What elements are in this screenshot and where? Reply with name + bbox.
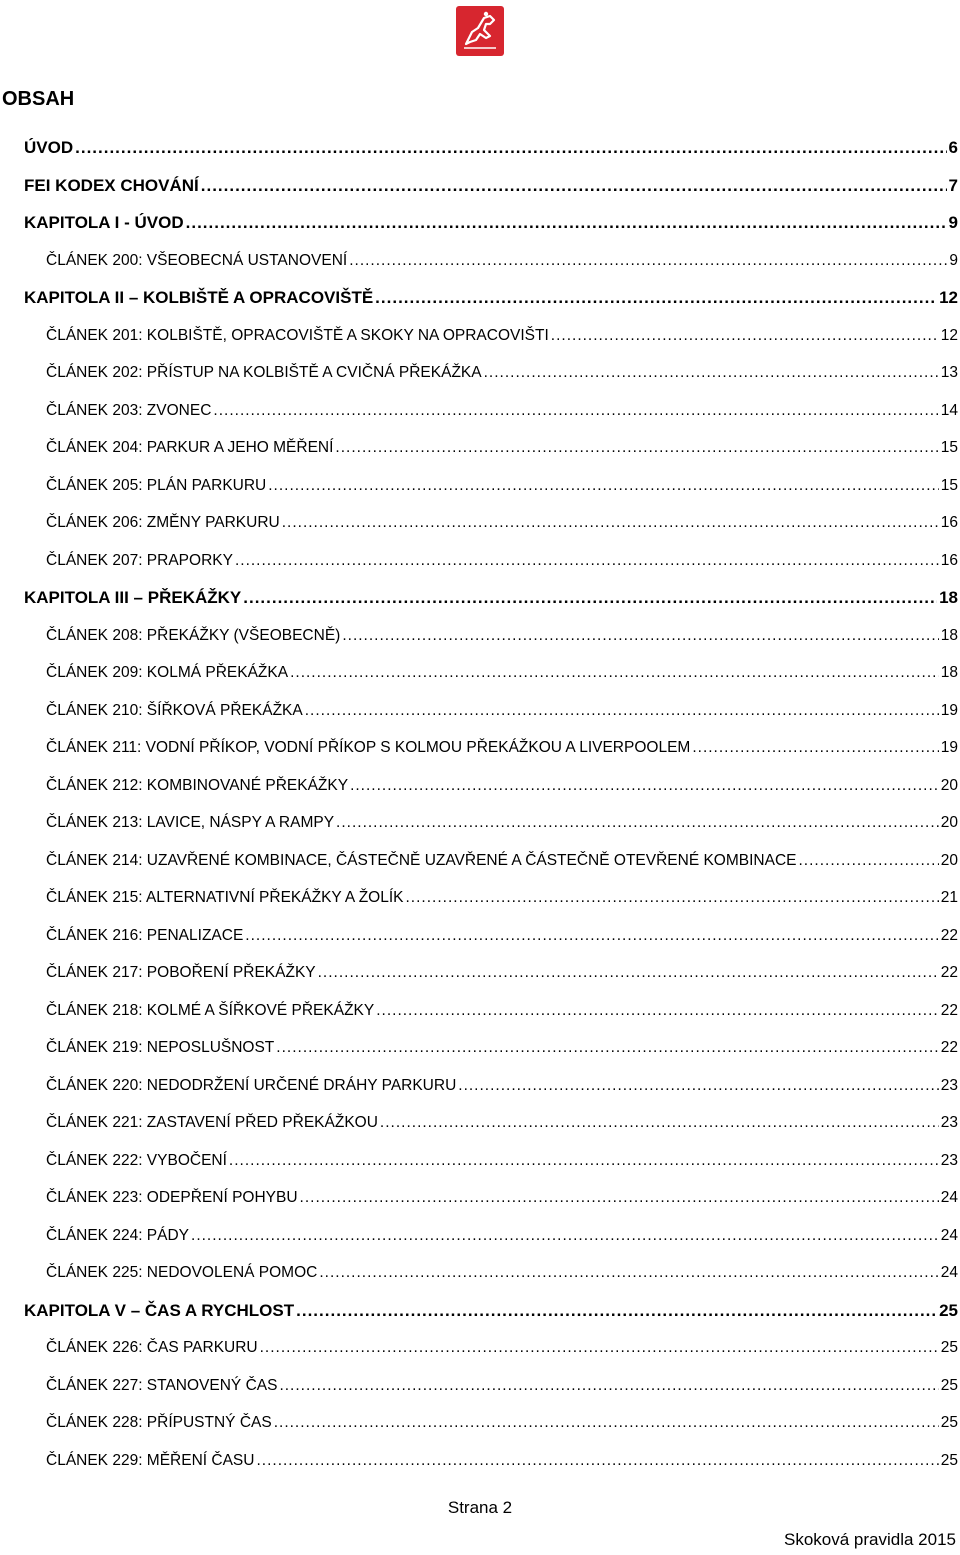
toc-article-entry[interactable] (24, 1224, 958, 1248)
toc-article-entry[interactable] (24, 811, 958, 835)
toc-entry-page-number: 18 (940, 664, 958, 681)
toc-entry-page-number: 19 (940, 701, 958, 719)
toc-entry-title: ČLÁNEK 216: PENALIZACE (46, 926, 244, 944)
toc-dot-leader (276, 1036, 938, 1060)
toc-dot-leader (229, 1149, 939, 1173)
toc-entry-page-number: 13 (940, 364, 958, 381)
toc-article-entry[interactable] (24, 1374, 958, 1398)
toc-article-entry[interactable] (24, 774, 958, 798)
toc-entry-title: ČLÁNEK 220: NEDODRŽENÍ URČENÉ DRÁHY PARKURU (46, 1076, 457, 1094)
toc-entry-page-number: 21 (940, 889, 958, 906)
toc-entry-page-number: 23 (940, 1076, 958, 1094)
toc-entry-title: ČLÁNEK 217: POBOŘENÍ PŘEKÁŽKY (46, 964, 316, 981)
toc-entry-title: ČLÁNEK 209: KOLMÁ PŘEKÁŽKA (46, 664, 289, 681)
footer-page-number: Strana 2 (447, 1498, 513, 1517)
toc-article-entry[interactable] (24, 961, 958, 985)
toc-entry-title: ČLÁNEK 205: PLÁN PARKURU (46, 476, 267, 494)
toc-entry-title: ÚVOD (24, 138, 74, 157)
toc-entry-page-number: 6 (948, 138, 958, 157)
toc-dot-leader (336, 811, 939, 835)
toc-entry-title: ČLÁNEK 226: ČAS PARKURU (46, 1339, 258, 1356)
toc-entry-page-number: 7 (948, 175, 958, 195)
toc-dot-leader (290, 661, 939, 685)
toc-article-entry[interactable] (24, 849, 958, 873)
toc-dot-leader (75, 136, 946, 160)
toc-article-entry[interactable] (24, 999, 958, 1023)
toc-dot-leader (551, 324, 939, 348)
toc-dot-leader (342, 624, 938, 648)
toc-dot-leader (279, 1374, 938, 1398)
toc-entry-title: KAPITOLA I - ÚVOD (24, 213, 184, 232)
toc-entry-page-number: 22 (940, 1039, 958, 1056)
toc-article-entry[interactable] (24, 549, 958, 573)
toc-article-entry[interactable] (24, 324, 958, 348)
toc-article-entry[interactable] (24, 361, 958, 385)
toc-entry-page-number: 12 (940, 326, 958, 344)
toc-article-entry[interactable] (24, 699, 958, 723)
toc-article-entry[interactable] (24, 436, 958, 460)
toc-entry-page-number: 15 (940, 476, 958, 494)
toc-entry-title: ČLÁNEK 214: UZAVŘENÉ KOMBINACE, ČÁSTEČNĚ UZAVŘENÉ A ČÁSTEČNĚ OTEVŘENÉ KOMBINACE (46, 851, 797, 869)
toc-article-entry[interactable] (24, 511, 958, 535)
toc-entry-page-number: 25 (940, 1339, 958, 1356)
toc-entry-page-number: 22 (940, 964, 958, 981)
toc-article-entry[interactable] (24, 1036, 958, 1060)
toc-entry-title: ČLÁNEK 203: ZVONEC (46, 401, 212, 419)
toc-dot-leader (213, 399, 938, 423)
toc-dot-leader (235, 549, 939, 573)
toc-entry-title: ČLÁNEK 218: KOLMÉ A ŠÍŘKOVÉ PŘEKÁŽKY (46, 1001, 375, 1019)
toc-chapter-entry[interactable] (24, 211, 958, 235)
toc-entry-page-number: 24 (940, 1189, 958, 1206)
toc-entry-title: ČLÁNEK 215: ALTERNATIVNÍ PŘEKÁŽKY A ŽOLÍK (46, 889, 404, 906)
toc-entry-title: ČLÁNEK 224: PÁDY (46, 1226, 190, 1244)
toc-dot-leader (243, 586, 937, 610)
toc-chapter-entry[interactable] (24, 1299, 958, 1323)
toc-entry-title: KAPITOLA II – KOLBIŠTĚ A OPRACOVIŠTĚ (24, 288, 374, 307)
toc-entry-page-number: 19 (940, 739, 958, 756)
toc-dot-leader (305, 699, 939, 723)
toc-dot-leader (375, 286, 937, 310)
toc-dot-leader (335, 436, 938, 460)
toc-article-entry[interactable] (24, 1111, 958, 1135)
toc-article-entry[interactable] (24, 399, 958, 423)
toc-entry-page-number: 25 (940, 1376, 958, 1394)
toc-dot-leader (380, 1111, 939, 1135)
toc-dot-leader (274, 1411, 939, 1435)
toc-entry-title: ČLÁNEK 208: PŘEKÁŽKY (VŠEOBECNĚ) (46, 626, 341, 644)
toc-entry-title: ČLÁNEK 200: VŠEOBECNÁ USTANOVENÍ (46, 251, 348, 269)
toc-article-entry[interactable] (24, 1074, 958, 1098)
toc-dot-leader (282, 511, 939, 535)
toc-entry-page-number: 23 (940, 1151, 958, 1169)
toc-entry-title: ČLÁNEK 202: PŘÍSTUP NA KOLBIŠTĚ A CVIČNÁ PŘEKÁŽKA (46, 364, 482, 381)
toc-entry-title: FEI KODEX CHOVÁNÍ (24, 175, 199, 195)
toc-entry-title: ČLÁNEK 227: STANOVENÝ ČAS (46, 1376, 278, 1394)
toc-article-entry[interactable] (24, 1261, 958, 1285)
toc-article-entry[interactable] (24, 1149, 958, 1173)
toc-dot-leader (349, 249, 947, 273)
page-title: OBSAH (2, 88, 75, 110)
toc-entry-page-number: 20 (940, 776, 958, 794)
toc-entry-title: ČLÁNEK 213: LAVICE, NÁSPY A RAMPY (46, 814, 335, 831)
toc-entry-title: ČLÁNEK 206: ZMĚNY PARKURU (46, 514, 280, 531)
toc-dot-leader (191, 1224, 939, 1248)
toc-dot-leader (692, 736, 938, 760)
toc-entry-title: ČLÁNEK 225: NEDOVOLENÁ POMOC (46, 1264, 318, 1281)
toc-entry-title: KAPITOLA V – ČAS A RYCHLOST (24, 1300, 295, 1320)
toc-entry-page-number: 20 (940, 814, 958, 831)
toc-entry-page-number: 20 (940, 851, 958, 869)
toc-dot-leader (186, 211, 947, 235)
toc-dot-leader (376, 999, 939, 1023)
toc-entry-page-number: 14 (940, 401, 958, 419)
toc-dot-leader (318, 961, 939, 985)
toc-article-entry[interactable] (24, 661, 958, 685)
toc-entry-page-number: 25 (939, 1300, 958, 1320)
toc-entry-title: ČLÁNEK 211: VODNÍ PŘÍKOP, VODNÍ PŘÍKOP S KOLMOU PŘEKÁŽKOU A LIVERPOOLEM (46, 739, 691, 756)
toc-chapter-entry[interactable] (24, 286, 958, 310)
toc-chapter-entry[interactable] (24, 174, 958, 198)
toc-chapter-entry[interactable] (24, 136, 958, 160)
toc-article-entry[interactable] (24, 1411, 958, 1435)
toc-entry-title: ČLÁNEK 221: ZASTAVENÍ PŘED PŘEKÁŽKOU (46, 1114, 378, 1131)
toc-dot-leader (245, 924, 938, 948)
toc-article-entry[interactable] (24, 474, 958, 498)
toc-entry-page-number: 25 (940, 1414, 958, 1431)
toc-entry-page-number: 22 (940, 1001, 958, 1019)
toc-entry-page-number: 24 (940, 1226, 958, 1244)
toc-dot-leader (458, 1074, 938, 1098)
toc-dot-leader (260, 1336, 939, 1360)
toc-dot-leader (256, 1449, 938, 1473)
toc-article-entry[interactable] (24, 736, 958, 760)
toc-dot-leader (406, 886, 939, 910)
toc-entry-title: ČLÁNEK 212: KOMBINOVANÉ PŘEKÁŽKY (46, 776, 349, 794)
toc-dot-leader (319, 1261, 938, 1285)
toc-entry-title: ČLÁNEK 228: PŘÍPUSTNÝ ČAS (46, 1414, 272, 1431)
toc-entry-page-number: 24 (940, 1264, 958, 1281)
toc-entry-title: ČLÁNEK 207: PRAPORKY (46, 551, 233, 569)
toc-entry-title: KAPITOLA III – PŘEKÁŽKY (24, 588, 242, 607)
toc-entry-title: ČLÁNEK 201: KOLBIŠTĚ, OPRACOVIŠTĚ A SKOKY NA OPRACOVIŠTI (46, 326, 549, 344)
toc-entry-title: ČLÁNEK 229: MĚŘENÍ ČASU (46, 1451, 255, 1469)
toc-article-entry[interactable] (24, 886, 958, 910)
toc-entry-title: ČLÁNEK 204: PARKUR A JEHO MĚŘENÍ (46, 439, 334, 456)
toc-dot-leader (300, 1186, 939, 1210)
footer-document-title: Skoková pravidla 2015 (783, 1530, 956, 1549)
toc-dot-leader (268, 474, 939, 498)
toc-article-entry[interactable] (24, 1449, 958, 1473)
toc-entry-title: ČLÁNEK 210: ŠÍŘKOVÁ PŘEKÁŽKA (46, 701, 303, 719)
toc-entry-page-number: 12 (939, 288, 958, 307)
toc-entry-page-number: 25 (940, 1451, 958, 1469)
toc-dot-leader (484, 361, 939, 385)
toc-article-entry[interactable] (24, 249, 958, 273)
toc-entry-page-number: 9 (949, 251, 958, 269)
toc-article-entry[interactable] (24, 924, 958, 948)
fei-horse-logo-icon (456, 6, 504, 56)
toc-dot-leader (799, 849, 939, 873)
toc-entry-page-number: 18 (940, 626, 958, 644)
toc-dot-leader (350, 774, 939, 798)
toc-dot-leader (201, 174, 947, 198)
toc-article-entry[interactable] (24, 1336, 958, 1360)
toc-entry-page-number: 9 (948, 213, 958, 232)
toc-entry-page-number: 18 (939, 588, 958, 607)
toc-entry-title: ČLÁNEK 223: ODEPŘENÍ POHYBU (46, 1189, 298, 1206)
toc-entry-title: ČLÁNEK 219: NEPOSLUŠNOST (46, 1039, 275, 1056)
toc-dot-leader (296, 1299, 937, 1323)
toc-entry-title: ČLÁNEK 222: VYBOČENÍ (46, 1151, 227, 1169)
toc-article-entry[interactable] (24, 1186, 958, 1210)
toc-entry-page-number: 16 (940, 551, 958, 569)
toc-chapter-entry[interactable] (24, 586, 958, 610)
toc-entry-page-number: 15 (940, 439, 958, 456)
toc-entry-page-number: 16 (940, 514, 958, 531)
toc-entry-page-number: 23 (940, 1114, 958, 1131)
toc-entry-page-number: 22 (940, 926, 958, 944)
toc-article-entry[interactable] (24, 624, 958, 648)
